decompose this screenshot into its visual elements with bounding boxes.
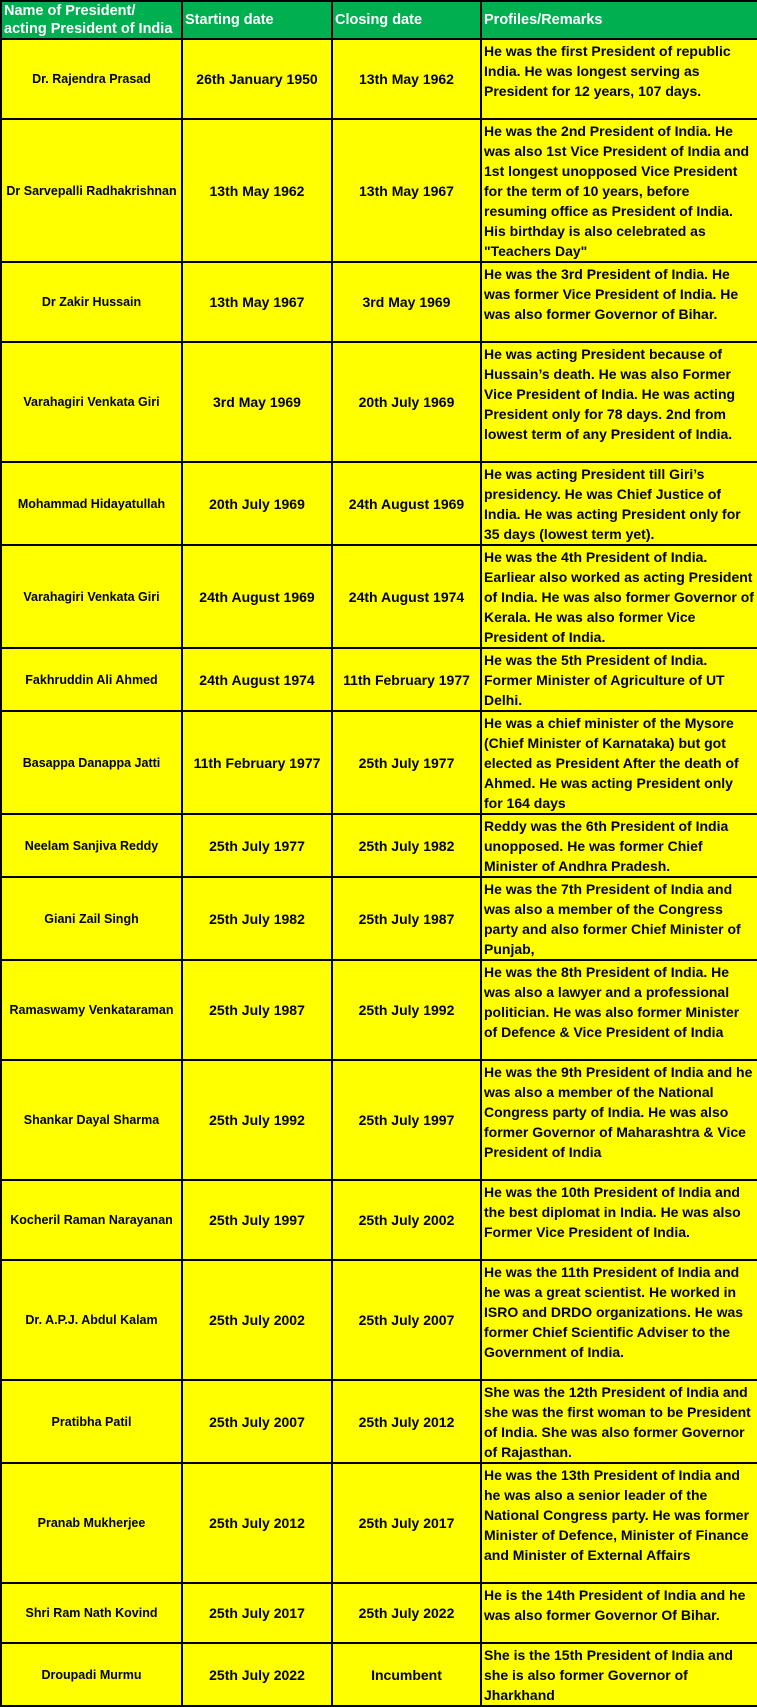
table-row bbox=[1, 1260, 757, 1380]
remarks: He was the 4th President of India. Earliear also worked as acting President of India. He was also former Governor of Kerala. He was also former Vice President of India. bbox=[481, 545, 757, 648]
table-row bbox=[1, 1180, 757, 1260]
start-date: 13th May 1967 bbox=[182, 262, 332, 342]
closing-date: 25th July 2017 bbox=[332, 1463, 481, 1583]
table-row bbox=[1, 960, 757, 1060]
remarks: Reddy was the 6th President of India unopposed. He was former Chief Minister of Andhra Pradesh. bbox=[481, 814, 757, 877]
remarks: He was acting President till Giri’s presidency. He was Chief Justice of India. He was acting President only for 35 days (lowest term yet). bbox=[481, 462, 757, 545]
closing-date: 25th July 1977 bbox=[332, 711, 481, 814]
table-row bbox=[1, 1380, 757, 1463]
start-date: 25th July 1982 bbox=[182, 877, 332, 960]
president-name: Shri Ram Nath Kovind bbox=[1, 1583, 182, 1643]
president-name: Pratibha Patil bbox=[1, 1380, 182, 1463]
start-date: 11th February 1977 bbox=[182, 711, 332, 814]
president-name: Dr. Rajendra Prasad bbox=[1, 39, 182, 119]
start-date: 25th July 2022 bbox=[182, 1643, 332, 1706]
start-date: 13th May 1962 bbox=[182, 119, 332, 262]
closing-date: 25th July 1992 bbox=[332, 960, 481, 1060]
remarks: He was the 13th President of India and he was also a senior leader of the National Congress party. He was former Minister of Defence, Minister of Finance and Minister of External Affairs bbox=[481, 1463, 757, 1583]
president-name: Fakhruddin Ali Ahmed bbox=[1, 648, 182, 711]
president-name: Ramaswamy Venkataraman bbox=[1, 960, 182, 1060]
closing-date: 11th February 1977 bbox=[332, 648, 481, 711]
table-row bbox=[1, 1583, 757, 1643]
remarks: He was the 7th President of India and was also a member of the Congress party and also former Chief Minister of Punjab, bbox=[481, 877, 757, 960]
president-name: Dr. A.P.J. Abdul Kalam bbox=[1, 1260, 182, 1380]
closing-date: 25th July 2002 bbox=[332, 1180, 481, 1260]
header-name: Name of President/ acting President of India bbox=[1, 1, 182, 39]
president-name: Mohammad Hidayatullah bbox=[1, 462, 182, 545]
president-name: Dr Zakir Hussain bbox=[1, 262, 182, 342]
header-remarks: Profiles/Remarks bbox=[481, 1, 757, 39]
president-name: Droupadi Murmu bbox=[1, 1643, 182, 1706]
start-date: 26th January 1950 bbox=[182, 39, 332, 119]
table-row bbox=[1, 1463, 757, 1583]
start-date: 25th July 2017 bbox=[182, 1583, 332, 1643]
header-start-date: Starting date bbox=[182, 1, 332, 39]
table-row bbox=[1, 462, 757, 545]
president-name: Varahagiri Venkata Giri bbox=[1, 545, 182, 648]
president-name: Kocheril Raman Narayanan bbox=[1, 1180, 182, 1260]
start-date: 24th August 1969 bbox=[182, 545, 332, 648]
closing-date: 13th May 1967 bbox=[332, 119, 481, 262]
remarks: He was the 8th President of India. He was also a lawyer and a professional politician. He was also former Minister of Defence & Vice President of India bbox=[481, 960, 757, 1060]
president-name: Varahagiri Venkata Giri bbox=[1, 342, 182, 462]
table-row bbox=[1, 119, 757, 262]
start-date: 20th July 1969 bbox=[182, 462, 332, 545]
start-date: 25th July 2002 bbox=[182, 1260, 332, 1380]
president-name: Dr Sarvepalli Radhakrishnan bbox=[1, 119, 182, 262]
start-date: 25th July 1997 bbox=[182, 1180, 332, 1260]
table-row bbox=[1, 39, 757, 119]
remarks: He is the 14th President of India and he was also former Governor Of Bihar. bbox=[481, 1583, 757, 1643]
closing-date: 13th May 1962 bbox=[332, 39, 481, 119]
table-row bbox=[1, 1060, 757, 1180]
closing-date: 3rd May 1969 bbox=[332, 262, 481, 342]
start-date: 24th August 1974 bbox=[182, 648, 332, 711]
closing-date: Incumbent bbox=[332, 1643, 481, 1706]
remarks: He was the 11th President of India and he was a great scientist. He worked in ISRO and DRDO organizations. He was former Chief Scientific Adviser to the Government of India. bbox=[481, 1260, 757, 1380]
table-row bbox=[1, 262, 757, 342]
president-name: Giani Zail Singh bbox=[1, 877, 182, 960]
remarks: She was the 12th President of India and she was the first woman to be President of India. She was also former Governor of Rajasthan. bbox=[481, 1380, 757, 1463]
remarks: He was a chief minister of the Mysore (Chief Minister of Karnataka) but got elected as President After the death of Ahmed. He was acting President only for 164 days bbox=[481, 711, 757, 814]
remarks: He was acting President because of Hussain’s death. He was also Former Vice President of India. He was acting President only for 78 days. 2nd from lowest term of any President of India. bbox=[481, 342, 757, 462]
start-date: 3rd May 1969 bbox=[182, 342, 332, 462]
start-date: 25th July 2012 bbox=[182, 1463, 332, 1583]
table-row bbox=[1, 877, 757, 960]
closing-date: 25th July 2012 bbox=[332, 1380, 481, 1463]
remarks: She is the 15th President of India and she is also former Governor of Jharkhand bbox=[481, 1643, 757, 1706]
table-row bbox=[1, 1643, 757, 1706]
president-name: Shankar Dayal Sharma bbox=[1, 1060, 182, 1180]
closing-date: 24th August 1969 bbox=[332, 462, 481, 545]
header-closing-date: Closing date bbox=[332, 1, 481, 39]
remarks: He was the 10th President of India and the best diplomat in India. He was also Former Vice President of India. bbox=[481, 1180, 757, 1260]
president-name: Pranab Mukherjee bbox=[1, 1463, 182, 1583]
closing-date: 24th August 1974 bbox=[332, 545, 481, 648]
table-row bbox=[1, 814, 757, 877]
remarks: He was the 2nd President of India. He was also 1st Vice President of India and 1st longest unopposed Vice President for the term of 10 years, before resuming office as President of India. His birthday is also celebrated as "Teachers Day" bbox=[481, 119, 757, 262]
closing-date: 20th July 1969 bbox=[332, 342, 481, 462]
closing-date: 25th July 1997 bbox=[332, 1060, 481, 1180]
closing-date: 25th July 1987 bbox=[332, 877, 481, 960]
remarks: He was the first President of republic India. He was longest serving as President for 12 years, 107 days. bbox=[481, 39, 757, 119]
remarks: He was the 5th President of India. Former Minister of Agriculture of UT Delhi. bbox=[481, 648, 757, 711]
remarks: He was the 9th President of India and he was also a member of the National Congress party of India. He was also former Governor of Maharashtra & Vice President of India bbox=[481, 1060, 757, 1180]
closing-date: 25th July 1982 bbox=[332, 814, 481, 877]
start-date: 25th July 1987 bbox=[182, 960, 332, 1060]
remarks: He was the 3rd President of India. He was former Vice President of India. He was also former Governor of Bihar. bbox=[481, 262, 757, 342]
table-row bbox=[1, 648, 757, 711]
table-row bbox=[1, 545, 757, 648]
start-date: 25th July 2007 bbox=[182, 1380, 332, 1463]
start-date: 25th July 1977 bbox=[182, 814, 332, 877]
table-row bbox=[1, 711, 757, 814]
closing-date: 25th July 2022 bbox=[332, 1583, 481, 1643]
president-name: Neelam Sanjiva Reddy bbox=[1, 814, 182, 877]
start-date: 25th July 1992 bbox=[182, 1060, 332, 1180]
president-name: Basappa Danappa Jatti bbox=[1, 711, 182, 814]
table-row bbox=[1, 342, 757, 462]
header-row bbox=[1, 1, 757, 39]
closing-date: 25th July 2007 bbox=[332, 1260, 481, 1380]
